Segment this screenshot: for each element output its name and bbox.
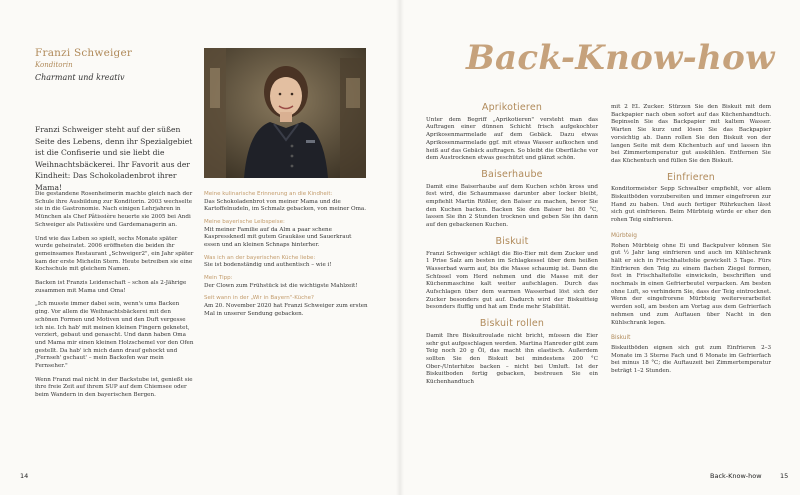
portrait-name: Franzi Schweiger bbox=[35, 47, 133, 59]
qa-item bbox=[204, 275, 368, 290]
portrait-role: Konditorin bbox=[35, 61, 73, 69]
portrait-photo bbox=[204, 48, 366, 178]
qa-item bbox=[204, 219, 368, 250]
section-subheading: Biskuit bbox=[611, 335, 631, 342]
biography-paragraph: Backen ist Franzis Leidenschaft – schon als 2-Jährige zusammen mit Mama und Oma! bbox=[35, 280, 187, 294]
section-text: Franzi Schweiger schlägt die Bio-Eier mit dem Zucker und 1 Prise Salz am besten im Schlagkessel über dem heißen Wasserbad warm auf, bis die Masse schaumig ist. Dann die Schüssel vom Herd nehmen und die Masse mit der Küchenmaschine kalt weiter aufschlagen. Durch das Aufschlagen über dem warmen Wasserbad löst sich der Zucker besonders gut auf. Dadurch wird der Biskuitteig besonders fluffig und hat am Ende mehr Stabilität. bbox=[426, 250, 598, 311]
book-gutter bbox=[396, 0, 404, 495]
qa-question: Was ich an der bayerischen Küche liebe: bbox=[204, 254, 316, 261]
portrait-illustration bbox=[204, 48, 366, 178]
qa-question: Meine kulinarische Erinnerung an die Kindheit: bbox=[204, 191, 333, 197]
page-number-left: 14 bbox=[20, 472, 29, 480]
qa-question: Mein Tipp: bbox=[204, 275, 233, 281]
qa-item bbox=[204, 191, 368, 214]
biography-paragraph: Und wie das Leben so spielt, sechs Monate später wurde geheiratet. 2006 eröffneten die beiden ihr gemeinsames Restaurant „Schweiger2", ein Jahr später kam der erste Michelin Stern. Heute betreiben sie eine Kochschule mit gleichem Namen. bbox=[35, 235, 194, 273]
section-text: Rohen Mürbteig ohne Ei und Backpulver können Sie gut ½ Jahr lang einfrieren und auch im Kühlschrank hält er sich in Frischhaltefolie gewickelt 3 Tage. Fürs Einfrieren den Teig zu einem flachen Ziegel formen, fest in Frischhaltefolie einwickeln, beschriften und nochmals in einen Gefrierbeutel verpacken. Am besten ohne Luft, so verhindern Sie, dass der Teig eintrocknet. Wenn der eingefrorene Mürbteig weiterverarbeitet werden soll, am besten am Vortag aus dem Gefrierfach nehmen und zum Auftauen über Nacht in den Kühlschrank legen. bbox=[611, 242, 771, 326]
biography-paragraph: Die gestandene Rosenheimerin machte gleich nach der Schule ihre Ausbildung zur Konditorin. 2003 wechselte sie in die Gastronomie. Nach einigen Lehrjahren in München als Chef Pâtissière heuerte sie 2005 bei Andi Schweiger als Patissière und Gardemanagerin an. bbox=[35, 191, 193, 228]
qa-item bbox=[204, 255, 368, 270]
qa-question: Meine bayerische Leibspeise: bbox=[204, 219, 285, 225]
section-text: Damit Ihre Biskuitroulade nicht bricht, müssen die Eier sehr gut aufgeschlagen werden. Martina Hanreder gibt zum Teig noch 20 g Öl, das macht ihn elastisch. Außerdem sollten Sie den Biskuit bei mindestens 200 °C Ober-/Unterhitze backen – nicht bei Umluft. Ist der Biskuitboden fertig gebacken, bestreuen Sie ein Küchenhandtuch bbox=[426, 332, 598, 386]
section-heading: Baiserhaube bbox=[481, 168, 543, 180]
qa-question: Seit wann in der „Wir in Bayern"-Küche? bbox=[204, 295, 314, 302]
biography-paragraph: Wenn Franzi mal nicht in der Backstube ist, genießt sie ihre freie Zeit auf ihrem SUP auf dem Chiemsee oder beim Wandern in den bayerischen Bergen. bbox=[35, 376, 193, 399]
section-text: Biskuitböden eignen sich gut zum Einfrieren 2–3 Monate im 3 Sterne Fach und 6 Monate im Gefrierfach bei minus 18 °C; die Auftauzeit bei Zimmertemperatur beträgt 1–2 Stunden. bbox=[611, 344, 771, 375]
section-heading: Biskuit bbox=[495, 235, 529, 247]
qa-answer: Sie ist bodenständig und authentisch – wie i! bbox=[204, 262, 332, 269]
section-text: Konditormeister Sepp Schwalber empfiehlt, vor allem Biskuitböden vorzubereiten und immer eingefroren zur Hand zu haben. Und auch fertiger Rührkuchen lässt sich gut einfrieren. Beim Mürbteig würde er eher den rohen Teig einfrieren. bbox=[611, 186, 771, 224]
qa-answer: Mit meiner Familie auf da Alm a paar schene Kaspressknedl mit gutem Graukäse und Sauerkraut essen und an kleinen Schnaps hinterher. bbox=[204, 226, 352, 248]
running-footer: Back-Know-how bbox=[710, 472, 762, 480]
qa-answer: Am 20. November 2020 hat Franzi Schweiger zum ersten Mal in unserer Sendung gebacken. bbox=[204, 302, 368, 317]
qa-answer: Das Schokoladenbrot von meiner Mama und die Kartoffelnudeln, im Schmalz gebacken, von meiner Oma. bbox=[204, 198, 366, 213]
qa-item bbox=[204, 295, 368, 318]
page-number-right: 15 bbox=[780, 472, 789, 480]
section-heading: Biskuit rollen bbox=[479, 318, 545, 330]
portrait-tagline: Charmant und kreativ bbox=[35, 73, 125, 82]
section-text: Unter dem Begriff „Aprikotieren" versteht man das Auftragen einer dünnen Schicht frisch aufgekochter Aprikosenmarmelade auf dem Gebäck. Dazu etwas Aprikosenmarmelade ggf. mit etwas Wasser aufkochen und heiß auf das Gebäck auftragen. So bleibt die Oberfläche vor dem Austrocknen etwas geschützt und glänzt schön. bbox=[426, 116, 598, 162]
biography-column bbox=[35, 191, 195, 406]
tips-column-1 bbox=[426, 104, 598, 395]
section-heading: Aprikotieren bbox=[481, 102, 543, 113]
section-heading: Einfrieren bbox=[667, 171, 715, 183]
qa-answer: Der Clown zum Frühstück ist die wichtigste Mahlzeit! bbox=[204, 282, 358, 289]
intro-text: Franzi Schweiger steht auf der süßen Seite des Lebens, denn ihr Spezialgebiet ist die Confiserie und sie liebt die Weihnachtsbäckerei. Ihr Favorit aus der Kindheit: Das Schokoladenbrot ihrer Mama! bbox=[35, 125, 193, 192]
tips-column-2 bbox=[611, 104, 771, 384]
section-subheading: Mürbteig bbox=[611, 232, 637, 239]
biography-paragraph: „Ich musste immer dabei sein, wenn's ums Backen ging. Vor allem die Weihnachtsbäckerei mit den schönen Formen und Motiven und den Duft vergesse ich nie. Ich hab' mit meinen kleinen Fingern geknetet, verziert, gebaut und genascht. Und dann haben Oma und Mama mir einen kleinen Holzschemel vor den Ofen gestellt. Da hab' ich mich dann drauf gehockt und ‚Fernseh' gschaut' – mein Backofen war mein Fernseher." bbox=[35, 301, 194, 370]
qa-column bbox=[204, 191, 368, 323]
section-text: mit 2 EL Zucker. Stürzen Sie den Biskuit mit dem Backpapier nach oben sofort auf das Küchenhandtuch. Bepinseln Sie das Backpapier mit kaltem Wasser. Warten Sie kurz und lösen Sie das Backpapier vorsichtig ab. Dann rollen Sie den Biskuit von der langen Seite mit dem Küchentuch auf und lassen ihn bei Zimmertemperatur gut auskühlen. Entfernen Sie das Küchentuch und füllen Sie den Biskuit. bbox=[611, 104, 771, 164]
page-title: Back-Know-how bbox=[466, 38, 775, 78]
section-text: Damit eine Baiserhaube auf dem Kuchen schön kross und fest wird, die Schaummasse darunter aber locker bleibt, empfiehlt Martin Rößler, den Baiser zu machen, bevor Sie den Kuchen backen. Backen Sie den Baiser bei 80 °C, lassen Sie ihn 2 Stunden trocknen und geben Sie ihn dann auf den gebackenen Kuchen. bbox=[426, 183, 598, 229]
